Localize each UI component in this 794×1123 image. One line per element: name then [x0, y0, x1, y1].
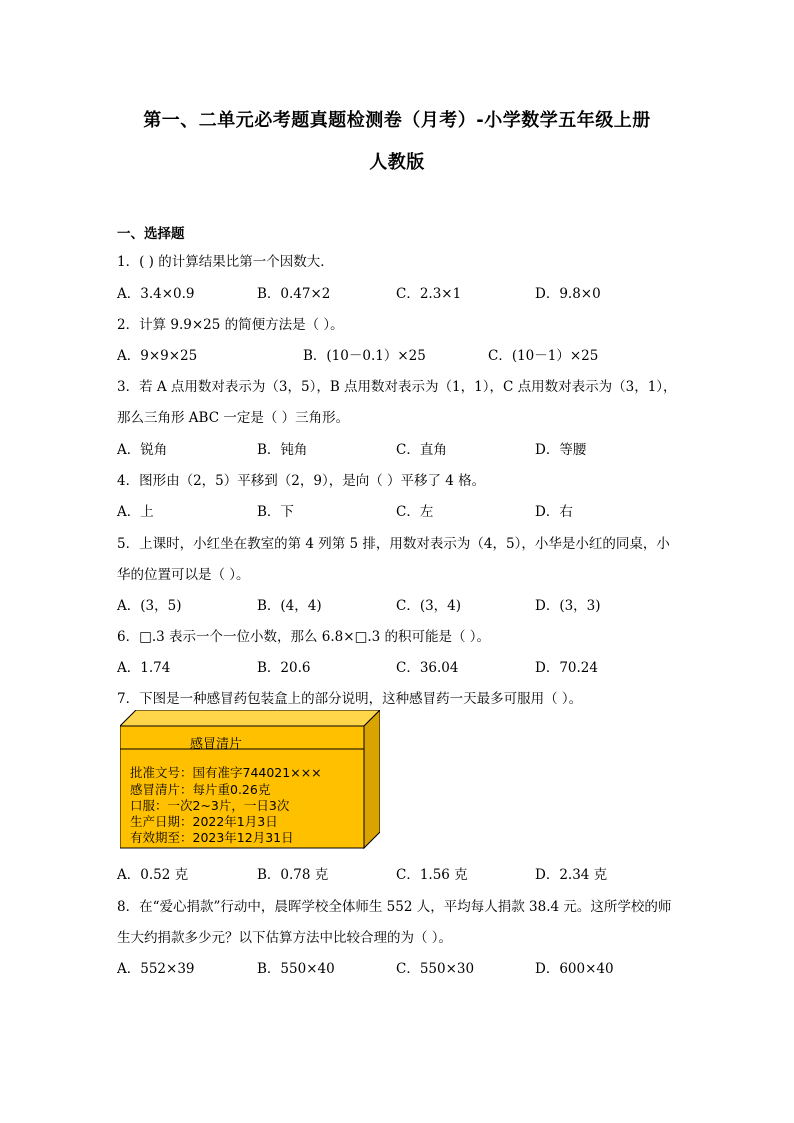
box-line: 感冒清片：每片重0.26克	[130, 782, 271, 797]
option-c[interactable]: C．左	[396, 504, 434, 520]
box-line: 口服：一次2~3片，一日3次	[130, 798, 290, 813]
question-stem: 7．下图是一种感冒药包装盒上的部分说明，这种感冒药一天最多可服用（ ）。	[117, 691, 583, 707]
question-stem: 5．上课时，小红坐在教室的第 4 列第 5 排，用数对表示为（4，5），小华是小红的同桌，小	[117, 536, 670, 552]
page-subtitle: 人教版	[369, 152, 425, 173]
option-d[interactable]: D．2.34 克	[535, 867, 608, 883]
question-stem: 8．在“爱心捐款”行动中，晨晖学校全体师生 552 人，平均每人捐款 38.4 元。这所学校的师	[117, 899, 672, 915]
question-stem: 1．( ) 的计算结果比第一个因数大．	[117, 254, 334, 270]
box-line: 批准文号：国有准字744021×××	[130, 765, 322, 780]
option-c[interactable]: C．550×30	[396, 961, 475, 977]
option-c[interactable]: C．(10－1）×25	[488, 348, 599, 364]
option-d[interactable]: D．70.24	[535, 660, 598, 676]
question-stem: 2．计算 9.9×25 的简便方法是（ ）。	[117, 317, 344, 333]
option-b[interactable]: B．20.6	[257, 660, 311, 676]
question-stem-cont: 华的位置可以是（ ）。	[117, 567, 250, 583]
question-stem-cont: 生大约捐款多少元？以下估算方法中比较合理的为（ ）。	[117, 930, 453, 946]
option-c[interactable]: C．2.3×1	[396, 286, 462, 302]
option-a[interactable]: A．9×9×25	[117, 348, 198, 364]
box-product-name: 感冒清片	[190, 737, 243, 752]
option-a[interactable]: A．3.4×0.9	[117, 286, 195, 302]
option-b[interactable]: B．下	[257, 504, 294, 520]
box-line: 有效期至：2023年12月31日	[130, 830, 294, 845]
page-title: 第一、二单元必考题真题检测卷（月考）-小学数学五年级上册	[143, 110, 651, 131]
option-d[interactable]: D．右	[535, 504, 573, 520]
option-d[interactable]: D．等腰	[535, 442, 587, 458]
option-a[interactable]: A．0.52 克	[117, 867, 189, 883]
option-b[interactable]: B．550×40	[257, 961, 335, 977]
option-b[interactable]: B．0.78 克	[257, 867, 329, 883]
option-a[interactable]: A．上	[117, 504, 154, 520]
option-b[interactable]: B．(10－0.1）×25	[303, 348, 426, 364]
option-a[interactable]: A．锐角	[117, 442, 168, 458]
option-b[interactable]: B．0.47×2	[257, 286, 331, 302]
option-a[interactable]: A．552×39	[117, 961, 195, 977]
option-d[interactable]: D．600×40	[535, 961, 614, 977]
option-b[interactable]: B．钝角	[257, 442, 308, 458]
option-a[interactable]: A．1.74	[117, 660, 171, 676]
question-stem: 4．图形由（2，5）平移到（2，9），是向（ ）平移了 4 格。	[117, 473, 486, 489]
option-a[interactable]: A．(3，5)	[117, 598, 182, 614]
box-line: 生产日期：2022年1月3日	[130, 814, 278, 829]
question-stem: 3．若 A 点用数对表示为（3，5），B 点用数对表示为（1，1），C 点用数对表示为（3，1），	[117, 379, 677, 395]
question-stem: 6．□.3 表示一个一位小数，那么 6.8×□.3 的积可能是（ ）。	[117, 629, 491, 645]
option-b[interactable]: B．(4，4)	[257, 598, 322, 614]
option-d[interactable]: D．(3，3)	[535, 598, 601, 614]
option-d[interactable]: D．9.8×0	[535, 286, 601, 302]
option-c[interactable]: C．直角	[396, 442, 447, 458]
option-c[interactable]: C．(3，4)	[396, 598, 462, 614]
section-heading: 一、选择题	[117, 226, 185, 242]
option-c[interactable]: C．36.04	[396, 660, 459, 676]
question-stem-cont: 那么三角形 ABC 一定是（ ）三角形。	[117, 410, 350, 426]
option-c[interactable]: C．1.56 克	[396, 867, 468, 883]
